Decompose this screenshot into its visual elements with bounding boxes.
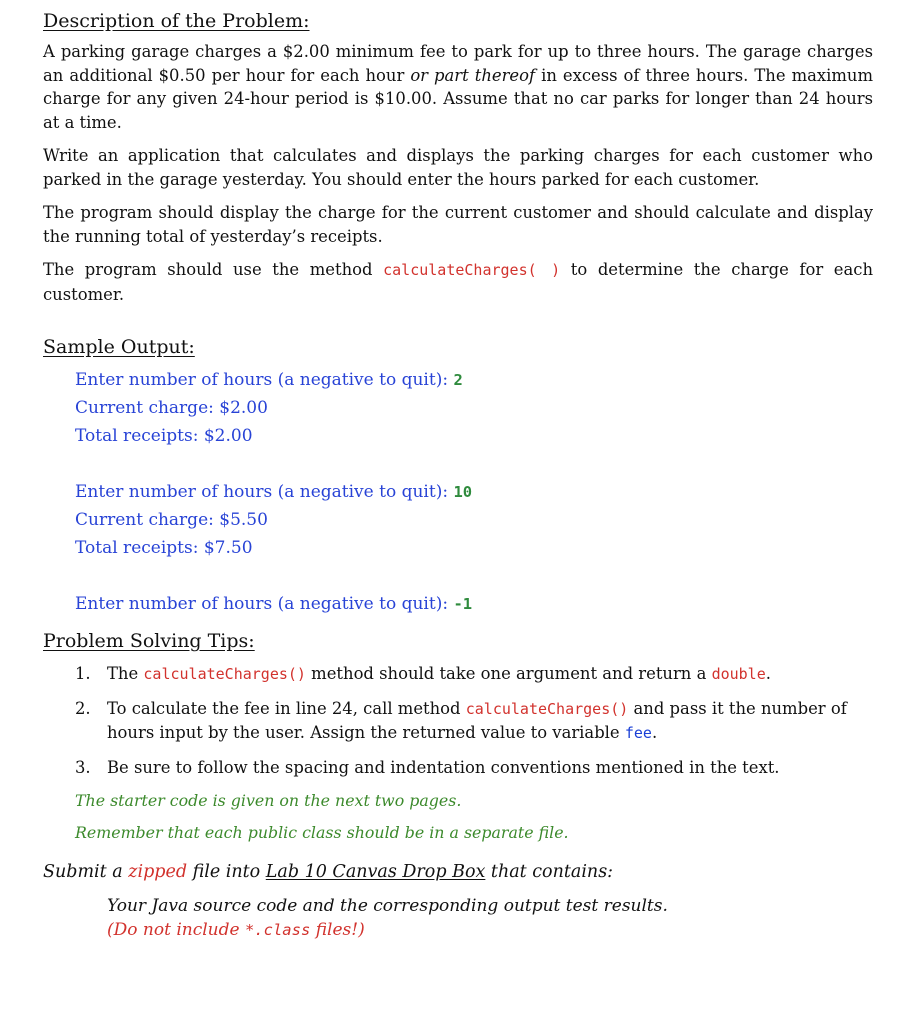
prompt-text: Enter number of hours (a negative to quit): xyxy=(75,482,454,502)
tips-heading: Problem Solving Tips: xyxy=(43,630,255,652)
submit-contents-line: Your Java source code and the corresponding output test results. xyxy=(107,896,668,916)
exclusion-text: files!) xyxy=(310,920,365,940)
submit-exclusion-line xyxy=(107,918,873,942)
tip-text: method should take one argument and return a xyxy=(305,664,712,683)
method-name-code: calculateCharges( ) xyxy=(383,261,561,279)
p1-text-end: in excess of three hours. The maximum charge for any given 24-hour period is $10.00. Assume that no car parks for longer than 24 hours at a time. xyxy=(43,65,874,132)
p4-text-end: to determine the charge for each customer. xyxy=(43,260,873,304)
sample-output-block xyxy=(75,366,873,618)
sample-total-line: Total receipts: $7.50 xyxy=(75,538,253,558)
submit-text: file into xyxy=(187,862,266,882)
prompt-text: Enter number of hours (a negative to quit): xyxy=(75,594,454,614)
drop-box-name: Lab 10 Canvas Drop Box xyxy=(265,862,486,882)
tip-text: and pass it the number of hours input by the user. Assign the returned value to variable xyxy=(107,698,847,742)
tip-text: To calculate the fee in line 24, call method xyxy=(107,698,466,718)
tip-text: . xyxy=(651,723,658,742)
variable-name-code: fee xyxy=(624,724,652,742)
spacer xyxy=(75,450,873,478)
type-name-code: double xyxy=(711,665,766,683)
list-item xyxy=(43,662,873,687)
document-page xyxy=(43,10,873,942)
list-number: 3. xyxy=(75,757,91,777)
description-paragraph-4 xyxy=(43,258,873,306)
description-paragraph-3: The program should display the charge for the current customer and should calculate and display the running total of yesterday’s receipts. xyxy=(43,203,873,246)
tip-text: . xyxy=(765,664,771,683)
sample-prompt-line xyxy=(75,590,873,618)
spacer xyxy=(75,562,873,590)
starter-code-note: The starter code is given on the next two pages. xyxy=(75,791,462,810)
class-files-code: *.class xyxy=(244,921,311,939)
submit-text: Submit a xyxy=(43,862,129,882)
description-paragraph-2: Write an application that calculates and displays the parking charges for each customer who parked in the garage yesterday. You should enter the hours parked for each customer. xyxy=(43,146,873,189)
p4-text: The program should use the method xyxy=(43,260,384,279)
user-input-value: -1 xyxy=(453,595,473,613)
tip-text: Be sure to follow the spacing and indentation conventions mentioned in the text. xyxy=(107,757,780,777)
sample-charge-line: Current charge: $2.00 xyxy=(75,398,268,418)
p1-emphasis: or part thereof xyxy=(410,65,536,85)
description-heading: Description of the Problem: xyxy=(43,10,310,32)
exclusion-text: (Do not include xyxy=(107,920,245,940)
submit-text: that contains: xyxy=(485,862,614,882)
sample-prompt-line xyxy=(75,366,873,394)
tip-text: The xyxy=(107,664,144,683)
sample-total-line: Total receipts: $2.00 xyxy=(75,426,253,446)
user-input-value: 10 xyxy=(453,483,473,501)
list-number: 1. xyxy=(75,664,91,683)
list-number: 2. xyxy=(75,698,91,718)
user-input-value: 2 xyxy=(453,371,463,389)
submit-instructions xyxy=(43,862,873,882)
sample-charge-line: Current charge: $5.50 xyxy=(75,510,268,530)
separate-file-note: Remember that each public class should be in a separate file. xyxy=(75,823,569,842)
list-item xyxy=(43,756,873,780)
method-name-code: calculateCharges() xyxy=(143,665,306,683)
zipped-word: zipped xyxy=(128,862,188,882)
list-item xyxy=(43,697,873,746)
p1-text: A parking garage charges a $2.00 minimum fee to park for up to three hours. The garage charges an additional $0.50 per hour for each hour xyxy=(43,42,873,85)
sample-prompt-line xyxy=(75,478,873,506)
sample-output-heading: Sample Output: xyxy=(43,336,195,358)
prompt-text: Enter number of hours (a negative to quit): xyxy=(75,370,454,390)
tips-list xyxy=(43,662,873,779)
method-name-code: calculateCharges() xyxy=(465,699,629,718)
description-paragraph-1 xyxy=(43,40,873,134)
